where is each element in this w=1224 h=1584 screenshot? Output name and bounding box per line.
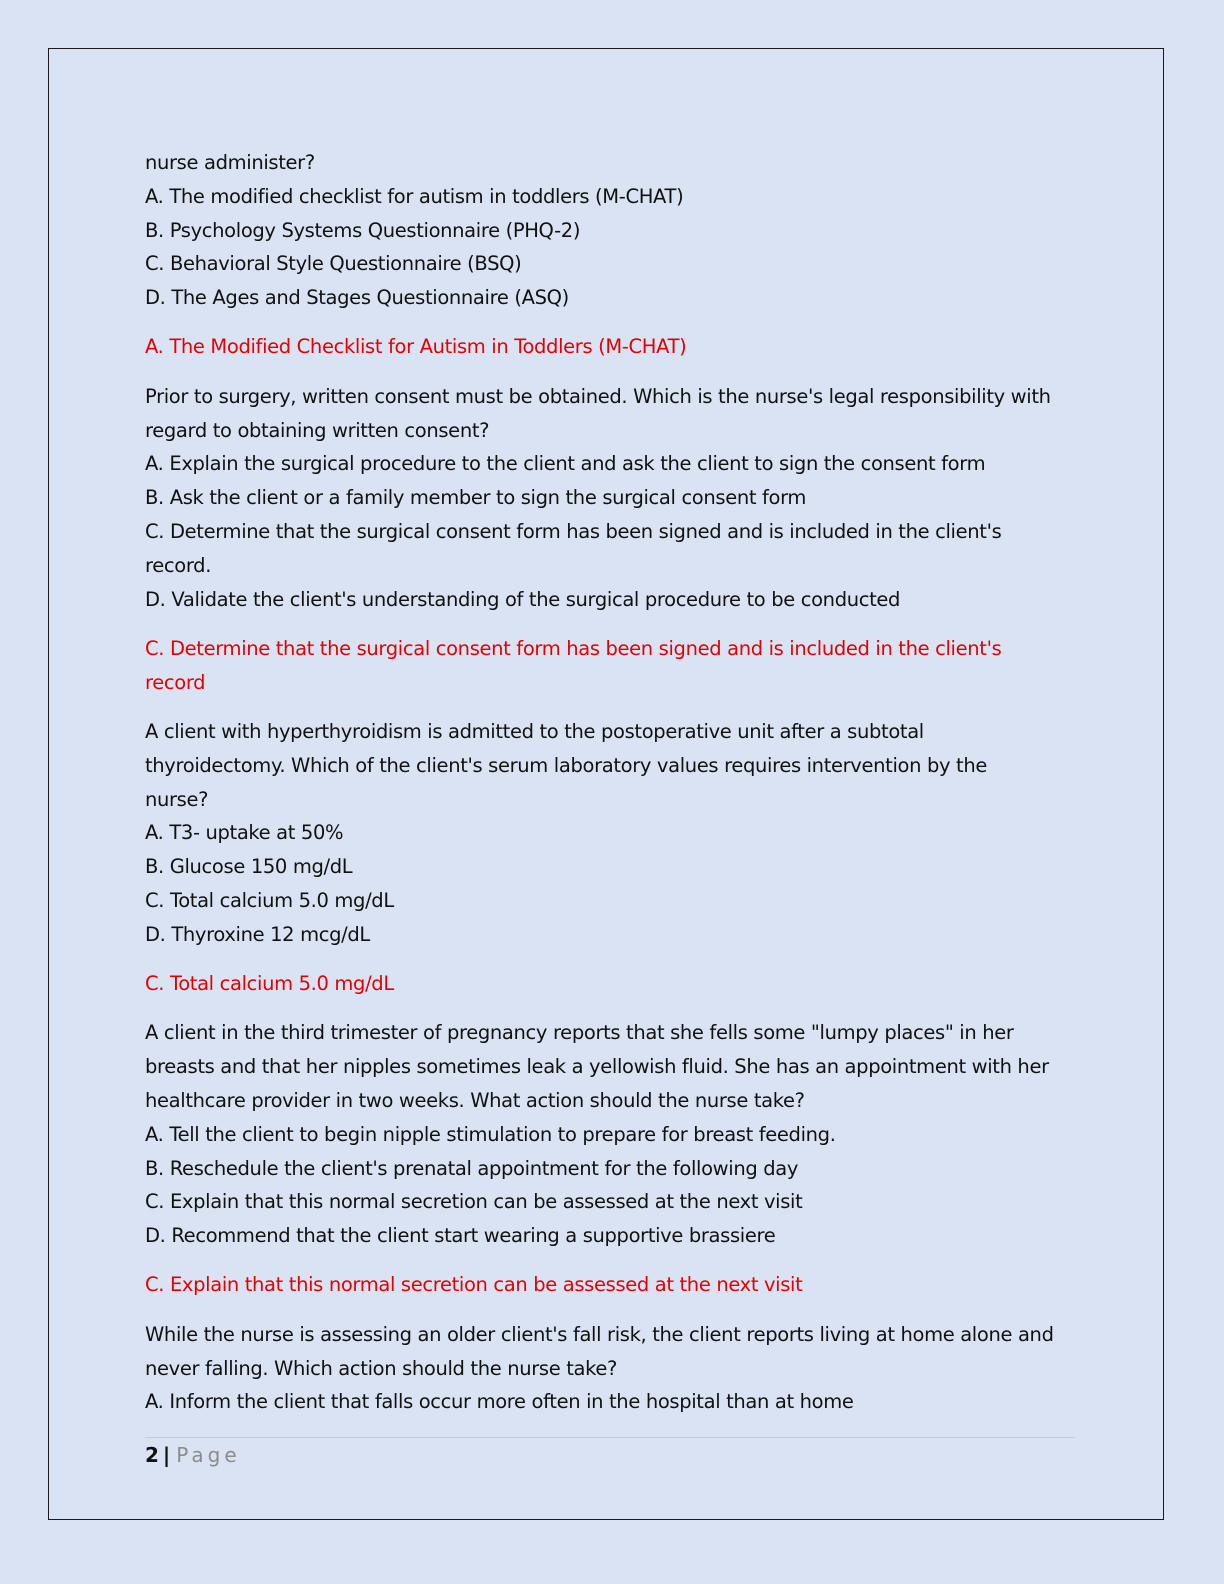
correct-answer: record bbox=[145, 670, 206, 694]
page-footer bbox=[145, 1439, 241, 1471]
page-content bbox=[145, 146, 1075, 1419]
answer-option: C. Determine that the surgical consent form has been signed and is included in the client's bbox=[145, 519, 1002, 543]
footer-separator: | bbox=[162, 1443, 171, 1467]
question-stem-line: nurse? bbox=[145, 787, 209, 811]
spacer bbox=[145, 364, 1075, 380]
question-block bbox=[145, 1016, 1075, 1302]
answer-option: B. Psychology Systems Questionnaire (PHQ-2) bbox=[145, 218, 581, 242]
correct-answer: C. Explain that this normal secretion can be assessed at the next visit bbox=[145, 1273, 803, 1297]
question-block bbox=[145, 146, 1075, 364]
page-label: Page bbox=[176, 1443, 241, 1467]
answer-option: D. Thyroxine 12 mcg/dL bbox=[145, 922, 370, 946]
answer-option: B. Glucose 150 mg/dL bbox=[145, 855, 353, 879]
footer-divider bbox=[145, 1437, 1075, 1438]
answer-option: B. Ask the client or a family member to sign the surgical consent form bbox=[145, 486, 807, 510]
question-stem-line: While the nurse is assessing an older client's fall risk, the client reports living at home alone and bbox=[145, 1322, 1054, 1346]
answer-option: C. Behavioral Style Questionnaire (BSQ) bbox=[145, 252, 522, 276]
answer-option: D. Recommend that the client start wearing a supportive brassiere bbox=[145, 1224, 776, 1248]
question-block bbox=[145, 1318, 1075, 1419]
question-stem-line: nurse administer? bbox=[145, 151, 315, 174]
spacer bbox=[145, 1302, 1075, 1318]
question-stem-line: Prior to surgery, written consent must be obtained. Which is the nurse's legal responsibility with bbox=[145, 384, 1051, 408]
question-stem-line: A client with hyperthyroidism is admitted to the postoperative unit after a subtotal bbox=[145, 719, 924, 743]
answer-option: C. Total calcium 5.0 mg/dL bbox=[145, 888, 394, 912]
answer-option: D. Validate the client's understanding of the surgical procedure to be conducted bbox=[145, 587, 901, 611]
answer-option: A. The modified checklist for autism in toddlers (M-CHAT) bbox=[145, 184, 684, 208]
correct-answer: A. The Modified Checklist for Autism in Toddlers (M-CHAT) bbox=[145, 335, 687, 359]
spacer bbox=[145, 616, 1075, 632]
answer-option: D. The Ages and Stages Questionnaire (ASQ) bbox=[145, 286, 569, 310]
answer-option: A. T3- uptake at 50% bbox=[145, 821, 344, 845]
correct-answer: C. Total calcium 5.0 mg/dL bbox=[145, 972, 394, 996]
question-block bbox=[145, 715, 1075, 1001]
spacer bbox=[145, 952, 1075, 968]
spacer bbox=[145, 1253, 1075, 1269]
spacer bbox=[145, 1001, 1075, 1017]
page-number: 2 bbox=[145, 1443, 159, 1467]
answer-option: B. Reschedule the client's prenatal appointment for the following day bbox=[145, 1156, 799, 1180]
answer-option: A. Inform the client that falls occur more often in the hospital than at home bbox=[145, 1390, 854, 1414]
correct-answer: C. Determine that the surgical consent form has been signed and is included in the client's bbox=[145, 636, 1002, 660]
question-stem-line: never falling. Which action should the nurse take? bbox=[145, 1356, 617, 1380]
spacer bbox=[145, 699, 1075, 715]
answer-option: A. Tell the client to begin nipple stimulation to prepare for breast feeding. bbox=[145, 1122, 836, 1146]
question-stem-line: healthcare provider in two weeks. What action should the nurse take? bbox=[145, 1088, 805, 1112]
question-stem-line: thyroidectomy. Which of the client's serum laboratory values requires intervention by the bbox=[145, 753, 987, 777]
question-stem-line: A client in the third trimester of pregnancy reports that she fells some "lumpy places" in her bbox=[145, 1021, 1014, 1045]
document-page bbox=[48, 48, 1164, 1520]
answer-option: record. bbox=[145, 553, 212, 577]
question-stem-line: regard to obtaining written consent? bbox=[145, 418, 490, 442]
answer-option: C. Explain that this normal secretion can be assessed at the next visit bbox=[145, 1190, 803, 1214]
answer-option: A. Explain the surgical procedure to the client and ask the client to sign the consent form bbox=[145, 452, 986, 476]
question-block bbox=[145, 380, 1075, 700]
spacer bbox=[145, 315, 1075, 331]
question-stem-line: breasts and that her nipples sometimes leak a yellowish fluid. She has an appointment with her bbox=[145, 1055, 1049, 1079]
